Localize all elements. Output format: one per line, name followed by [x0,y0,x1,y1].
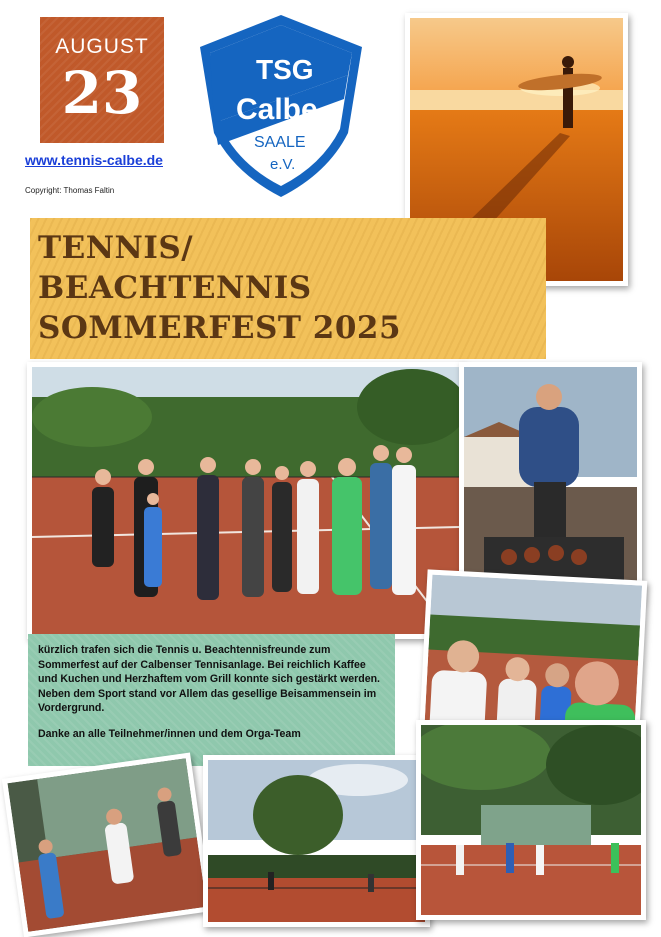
website-link[interactable]: www.tennis-calbe.de [25,152,163,168]
logo-text-saale: SAALE [254,134,306,151]
article-body: kürzlich trafen sich die Tennis u. Beachtennisfreunde zum Sommerfest auf der Calbenser Tennisanlage. Bei reichlich Kaffee und Kuchen und Herzhaftem vom Grill konnte sich gestärkt werden. Neben dem Sport stand vor Allem das gesellige Beisammensein im Vordergrund. [38,644,381,714]
match-play-photo [416,720,646,920]
date-month: AUGUST [55,35,149,58]
logo-text-calbe: Calbe [236,93,318,126]
court-trees-photo [203,755,430,927]
copyright-text: Copyright: Thomas Faltin [25,186,115,195]
title-line-3: SOMMERFEST 2025 [38,310,402,346]
grill-photo [459,362,642,602]
logo-text-tsg: TSG [256,54,314,85]
tsg-calbe-logo [198,13,364,199]
date-badge [40,17,164,143]
title-banner [30,218,546,359]
group-photo [27,362,464,639]
article-text-box [28,634,395,766]
title-line-1: TENNIS/ [38,230,194,266]
doubles-photo [2,753,212,937]
date-day: 23 [61,59,143,127]
article-thanks: Danke an alle Teilnehmer/innen und dem Orga-Team [38,727,301,740]
title-line-2: BEACHTENNIS [38,270,312,306]
logo-text-ev: e.V. [270,156,296,173]
